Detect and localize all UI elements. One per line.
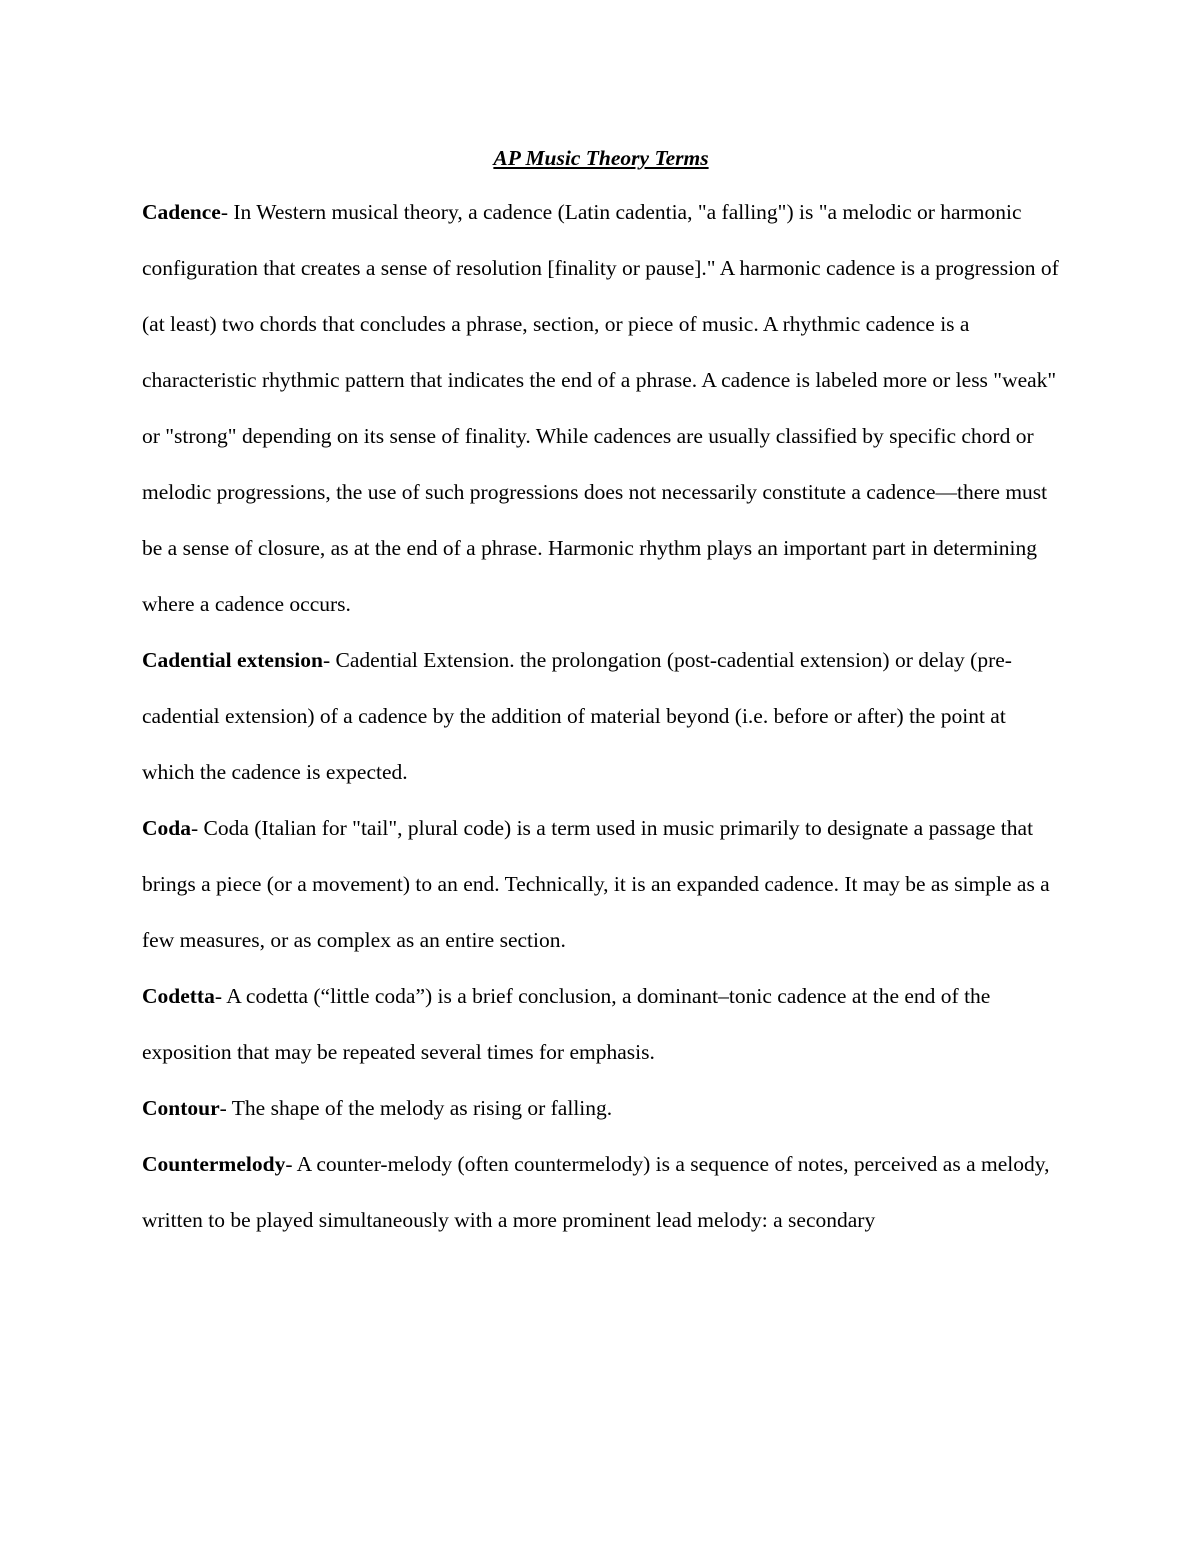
term-definition: - Cadential Extension. the prolongation (post-cadential extension) or delay (pre-cadential extension) of a cadence by the addition of material beyond (i.e. before or after) the point at which the cadence is expected. bbox=[142, 648, 1012, 784]
document-title: AP Music Theory Terms bbox=[493, 146, 709, 170]
glossary-entry-codetta bbox=[142, 968, 1060, 1080]
term-definition: - A counter-melody (often countermelody) is a sequence of notes, perceived as a melody, written to be played simultaneously with a more prominent lead melody: a secondary bbox=[142, 1152, 1050, 1232]
term-name: Contour bbox=[142, 1096, 220, 1120]
term-definition: - Coda (Italian for "tail", plural code) is a term used in music primarily to designate a passage that brings a piece (or a movement) to an end. Technically, it is an expanded cadence. It may be as simple as a few measures, or as complex as an entire section. bbox=[142, 816, 1050, 952]
glossary-entry-cadential-extension bbox=[142, 632, 1060, 800]
term-definition: - In Western musical theory, a cadence (Latin cadentia, "a falling") is "a melodic or harmonic configuration that creates a sense of resolution [finality or pause]." A harmonic cadence is a progression of (at least) two chords that concludes a phrase, section, or piece of music. A rhythmic cadence is a characteristic rhythmic pattern that indicates the end of a phrase. A cadence is labeled more or less "weak" or "strong" depending on its sense of finality. While cadences are usually classified by specific chord or melodic progressions, the use of such progressions does not necessarily constitute a cadence—there must be a sense of closure, as at the end of a phrase. Harmonic rhythm plays an important part in determining where a cadence occurs. bbox=[142, 200, 1059, 616]
term-name: Coda bbox=[142, 816, 191, 840]
glossary-entry-contour bbox=[142, 1080, 1060, 1136]
term-name: Countermelody bbox=[142, 1152, 286, 1176]
document-body bbox=[142, 132, 1060, 1248]
term-definition: - The shape of the melody as rising or falling. bbox=[219, 1096, 613, 1120]
term-definition: - A codetta (“little coda”) is a brief conclusion, a dominant–tonic cadence at the end of the exposition that may be repeated several times for emphasis. bbox=[142, 984, 991, 1064]
term-name: Cadential extension bbox=[142, 648, 323, 672]
term-name: Codetta bbox=[142, 984, 215, 1008]
term-name: Cadence bbox=[142, 200, 221, 224]
glossary-entry-countermelody bbox=[142, 1136, 1060, 1248]
glossary-entry-coda bbox=[142, 800, 1060, 968]
glossary-entry-cadence bbox=[142, 184, 1060, 632]
